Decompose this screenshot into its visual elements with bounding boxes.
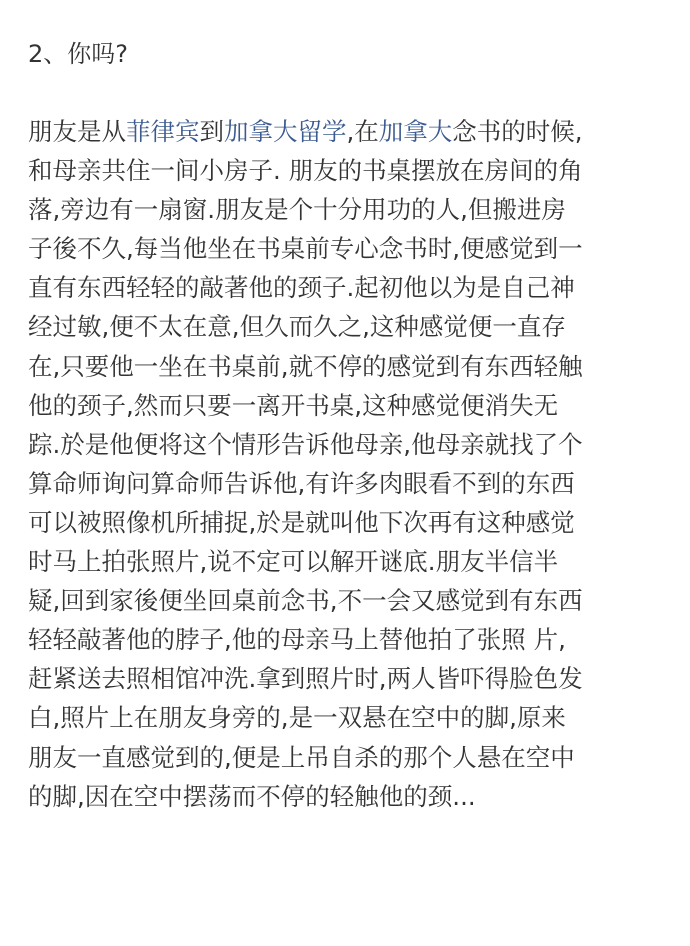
- story-text: 赶紧送去照相馆冲洗.拿到照片时,两人皆吓得脸色发: [28, 664, 583, 694]
- story-line: [28, 112, 678, 151]
- story-text: 朋友是从: [28, 117, 126, 146]
- story-line: [28, 738, 678, 777]
- story-line: [28, 307, 678, 346]
- story-text: 经过敏,便不太在意,但久而久之,这种感觉便一直存: [28, 312, 566, 342]
- story-line: [28, 268, 678, 307]
- story-line: [28, 659, 678, 698]
- story-line: [28, 190, 678, 229]
- story-line: [28, 698, 678, 737]
- story-text: 踪.於是他便将这个情形告诉他母亲,他母亲就找了个: [28, 429, 583, 459]
- story-text: 疑,回到家後便坐回桌前念书,不一会又感觉到有东西: [28, 586, 583, 616]
- story-text: 念书的时候,: [452, 117, 583, 146]
- story-text: 时马上拍张照片,说不定可以解开谜底.朋友半信半: [28, 547, 559, 577]
- story-text: 直有东西轻轻的敲著他的颈子.起初他以为是自己神: [28, 273, 575, 303]
- story-text: 到: [199, 117, 224, 146]
- story-line: [28, 503, 678, 542]
- story-text: 落,旁边有一扇窗.朋友是个十分用功的人,但搬进房: [28, 195, 566, 225]
- story-line: [28, 386, 678, 425]
- story-line: [28, 777, 678, 816]
- keyword-link[interactable]: 加拿大留学: [224, 117, 347, 146]
- story-text: 轻轻敲著他的脖子,他的母亲马上替他拍了张照 片,: [28, 625, 566, 655]
- story-text: 子後不久,每当他坐在书桌前专心念书时,便感觉到一: [28, 234, 583, 264]
- keyword-link[interactable]: 加拿大: [378, 117, 453, 146]
- story-text: 的脚,因在空中摆荡而不停的轻触他的颈...: [28, 781, 476, 811]
- story-text: ,在: [346, 117, 379, 146]
- story-line: [28, 464, 678, 503]
- story-text: 朋友一直感觉到的,便是上吊自杀的那个人悬在空中: [28, 742, 575, 772]
- story-text: 算命师询问算命师告诉他,有许多肉眼看不到的东西: [28, 468, 575, 498]
- section-heading: 2、你吗?: [28, 40, 129, 68]
- story-text: 他的颈子,然而只要一离开书桌,这种感觉便消失无: [28, 390, 559, 420]
- story-text: 和母亲共住一间小房子. 朋友的书桌摆放在房间的角: [28, 156, 583, 186]
- story-line: [28, 151, 678, 190]
- story-line: [28, 620, 678, 659]
- keyword-link[interactable]: 菲律宾: [126, 117, 200, 146]
- story-line: [28, 347, 678, 386]
- story-line: [28, 425, 678, 464]
- story-text: 在,只要他一坐在书桌前,就不停的感觉到有东西轻触: [28, 351, 583, 381]
- story-body: [28, 112, 678, 816]
- story-line: [28, 542, 678, 581]
- story-line: [28, 581, 678, 620]
- story-line: [28, 229, 678, 268]
- story-text: 白,照片上在朋友身旁的,是一双悬在空中的脚,原来: [28, 703, 566, 733]
- story-text: 可以被照像机所捕捉,於是就叫他下次再有这种感觉: [28, 507, 575, 537]
